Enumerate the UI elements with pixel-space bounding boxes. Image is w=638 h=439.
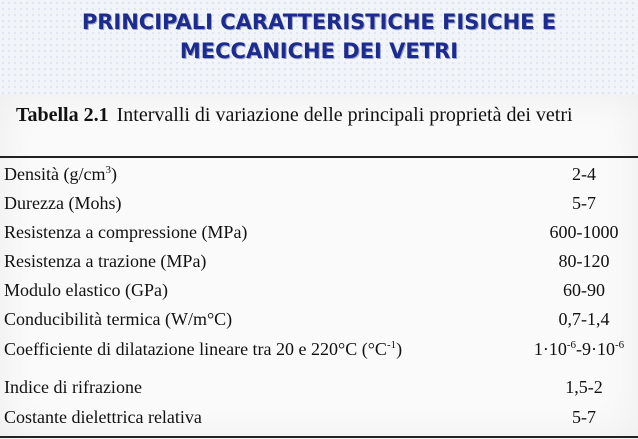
slide-title-line-1: PRINCIPALI CARATTERISTICHE FISICHE E: [81, 10, 557, 34]
table-row: [0, 373, 638, 402]
scanned-table-page: [0, 94, 638, 439]
property-value: 80-120: [558, 251, 610, 271]
table-row: [0, 247, 638, 276]
table-row: [0, 160, 638, 189]
property-value: 0,7-1,4: [558, 309, 610, 329]
table-row: [0, 335, 638, 364]
property-value: 5-7: [572, 407, 596, 427]
table-row: [0, 403, 638, 432]
property-label: Densità $(g/cm^3)$: [4, 164, 117, 184]
table-caption-text: Intervalli di variazione delle principali proprietà dei vetri: [116, 104, 573, 126]
property-label: Durezza (Mohs): [4, 193, 122, 213]
table-row: [0, 218, 638, 247]
table-row: [0, 305, 638, 334]
property-label: Modulo elastico (GPa): [4, 280, 168, 300]
property-label: Resistenza a trazione (MPa): [4, 251, 207, 271]
property-value: 5-7: [572, 193, 596, 213]
table-row: [0, 189, 638, 218]
property-value: 1,5-2: [565, 377, 603, 397]
property-label: Indice di rifrazione: [4, 377, 142, 397]
property-label: Conducibilità termica (W/m°C): [4, 309, 233, 329]
property-label: Costante dielettrica relativa: [4, 407, 202, 427]
table-bottom-rule: [0, 436, 638, 438]
property-value: 600-1000: [549, 222, 619, 242]
property-label: Coefficiente di dilatazione lineare tra 20 e 220°C $(^\circ C^{-1})$: [4, 339, 403, 359]
table-top-rule: [0, 156, 638, 158]
property-value: $1\cdot 10^{-6}-9\cdot 10^{-6}$: [533, 339, 625, 359]
slide-title-line-2: MECCANICHE DEI VETRI: [179, 39, 459, 63]
table-caption: [16, 104, 573, 127]
property-label: Resistenza a compressione (MPa): [4, 222, 248, 242]
table-row: [0, 276, 638, 305]
table-caption-label: Tabella 2.1: [16, 104, 109, 126]
slide-title: [0, 8, 638, 66]
property-value: 2-4: [572, 164, 596, 184]
property-value: 60-90: [563, 280, 605, 300]
